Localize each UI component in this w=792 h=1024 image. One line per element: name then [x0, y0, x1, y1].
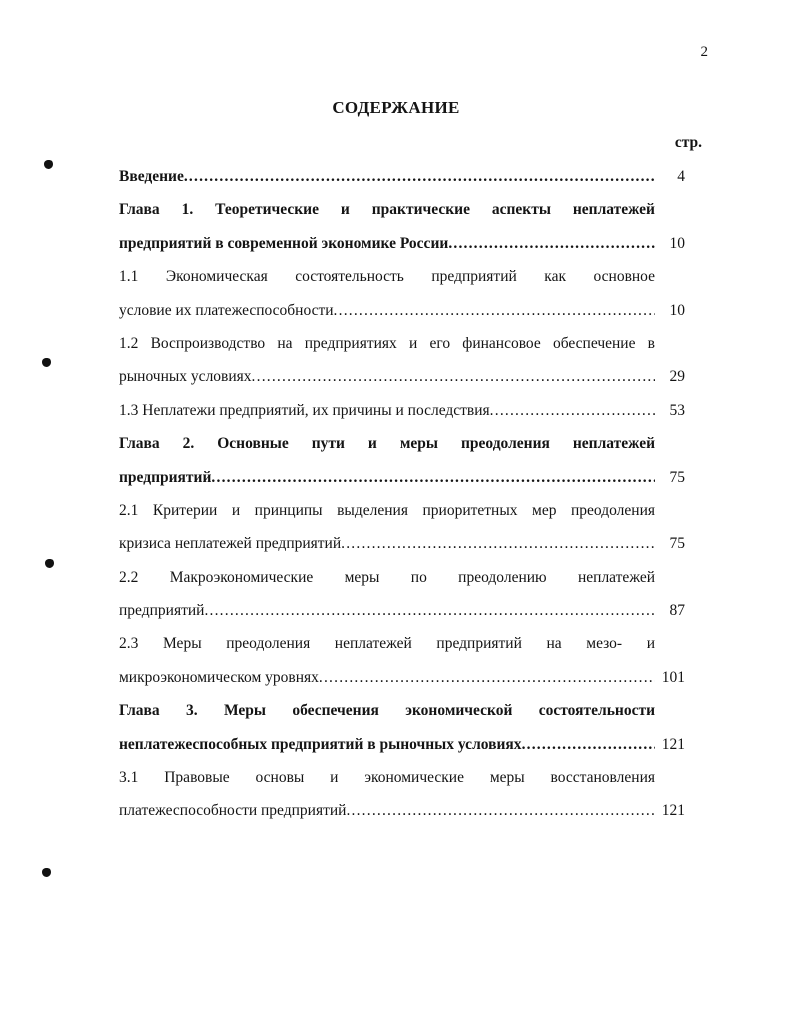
toc-line: 1.2 Воспроизводство на предприятиях и его финансовое обеспечение в	[119, 334, 655, 352]
toc-line-text: 1.3 Неплатежи предприятий, их причины и последствия	[119, 401, 490, 419]
toc-line-text: предприятий	[119, 602, 205, 620]
toc-line	[119, 227, 655, 260]
toc-entry-section-1-1	[119, 260, 697, 327]
toc-line	[119, 294, 655, 327]
toc-line-text: неплатежеспособных предприятий в рыночных условиях	[119, 735, 522, 753]
leader-dots	[522, 728, 655, 761]
leader-dots	[490, 394, 655, 427]
toc-page-number: 29	[669, 368, 685, 386]
toc-line-text: микроэкономическом уровнях	[119, 668, 319, 686]
toc-line-text: условие их платежеспособности	[119, 301, 334, 319]
toc-entry-section-2-1	[119, 494, 697, 561]
toc-line	[119, 527, 655, 560]
toc-line: 2.3 Меры преодоления неплатежей предприятий на мезо- и	[119, 635, 655, 653]
toc-page-number: 10	[669, 234, 685, 252]
leader-dots	[211, 461, 655, 494]
leader-dots	[252, 360, 655, 393]
toc-line-text: платежеспособности предприятий	[119, 802, 347, 820]
toc-line: 2.1 Критерии и принципы выделения приоритетных мер преодоления	[119, 501, 655, 519]
toc-page-number: 87	[669, 602, 685, 620]
punch-hole-mark	[40, 866, 53, 879]
punch-hole-mark	[43, 557, 56, 570]
punch-hole-mark	[42, 158, 55, 171]
toc-line	[119, 794, 655, 827]
toc-page-number: 121	[661, 802, 685, 820]
toc-entry-section-1-2	[119, 327, 697, 394]
toc-entry-section-3-1	[119, 761, 697, 828]
toc-entry-chapter-2	[119, 427, 697, 494]
page-number: 2	[700, 44, 708, 60]
toc-page-number: 121	[661, 735, 685, 753]
leader-dots	[341, 527, 655, 560]
leader-dots	[334, 294, 655, 327]
toc-line: 3.1 Правовые основы и экономические меры восстановления	[119, 769, 655, 787]
toc-line: 1.1 Экономическая состоятельность предприятий как основное	[119, 268, 655, 286]
toc-page-number: 101	[661, 668, 685, 686]
toc-page-number: 4	[677, 168, 685, 185]
leader-dots	[184, 160, 655, 193]
toc-entry-introduction	[119, 160, 697, 193]
toc-page-number: 75	[669, 468, 685, 486]
toc-entry-chapter-3	[119, 694, 697, 761]
page-column-label: стр.	[674, 134, 702, 151]
toc-entry-chapter-1	[119, 193, 697, 260]
table-of-contents	[119, 160, 697, 828]
page-title: СОДЕРЖАНИЕ	[332, 98, 460, 117]
toc-page-number: 53	[669, 401, 685, 419]
toc-page-number: 10	[669, 301, 685, 319]
toc-page-number: 75	[669, 535, 685, 553]
punch-hole-mark	[40, 356, 53, 369]
toc-line-text: Введение	[119, 168, 184, 185]
toc-line	[119, 360, 655, 393]
toc-line	[119, 394, 655, 427]
toc-line-text: кризиса неплатежей предприятий	[119, 535, 342, 553]
leader-dots	[346, 794, 655, 827]
toc-line-text: предприятий	[119, 468, 212, 486]
leader-dots	[319, 661, 655, 694]
toc-line	[119, 594, 655, 627]
toc-line: Глава 3. Меры обеспечения экономической состоятельности	[119, 702, 655, 720]
toc-entry-section-2-2	[119, 561, 697, 628]
leader-dots	[204, 594, 655, 627]
leader-dots	[448, 227, 655, 260]
toc-line-text: предприятий в современной экономике России	[119, 234, 449, 252]
toc-line	[119, 728, 655, 761]
toc-line-text: рыночных условиях	[119, 368, 252, 386]
toc-line: Глава 1. Теоретические и практические аспекты неплатежей	[119, 201, 655, 219]
toc-entry-section-2-3	[119, 627, 697, 694]
toc-line: Глава 2. Основные пути и меры преодоления неплатежей	[119, 435, 655, 453]
toc-line	[119, 461, 655, 494]
toc-line	[119, 160, 655, 193]
toc-line: 2.2 Макроэкономические меры по преодолению неплатежей	[119, 568, 655, 586]
toc-entry-section-1-3	[119, 394, 697, 427]
toc-line	[119, 661, 655, 694]
